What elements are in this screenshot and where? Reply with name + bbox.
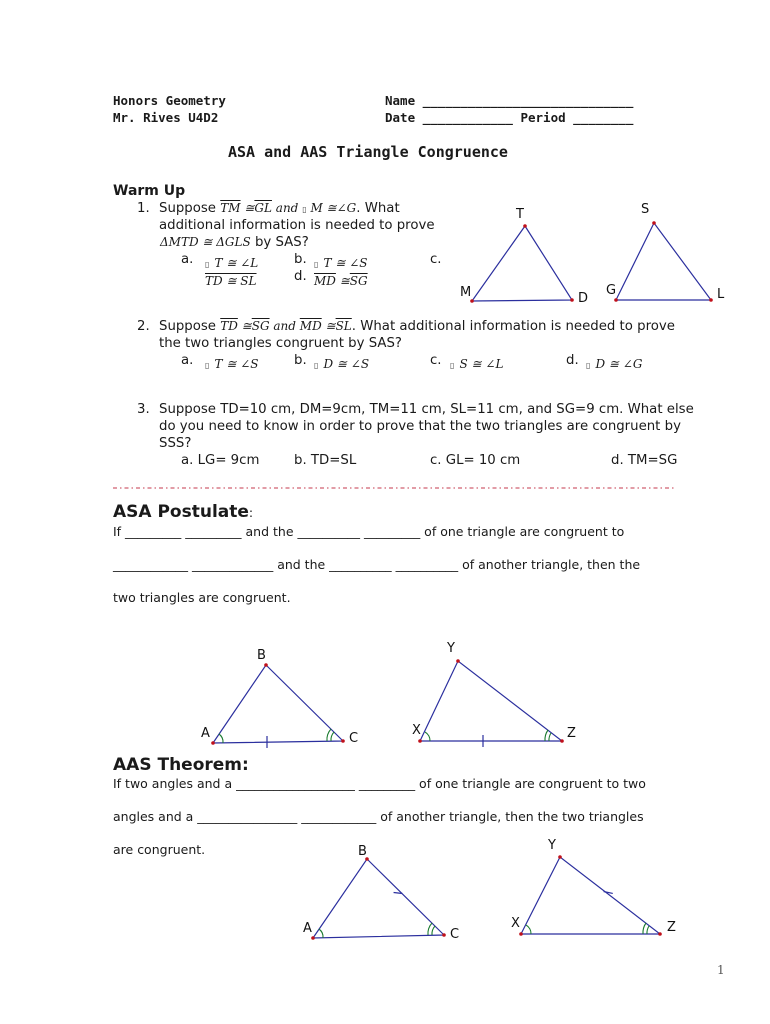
arc-angle-x2 <box>526 925 531 934</box>
label-y: Y <box>447 641 455 656</box>
vertex-b <box>264 663 268 667</box>
vertex-z2 <box>658 932 662 936</box>
q3-option-d[interactable]: d. TM=SG <box>611 453 678 468</box>
q1-line3: ΔMTD ≅ ΔGLS by SAS? <box>160 235 309 250</box>
q1-option-c-letter[interactable]: c. <box>430 252 442 267</box>
q1-option-d[interactable]: $\overline{MD}$ $≅\overline{SG}$ <box>314 274 368 288</box>
name-field-label: Name ____________________________ <box>385 93 634 108</box>
label-z: Z <box>567 726 576 741</box>
q1-line1: Suppose $\overline{TM}$ $≅\overline{GL}$ and ▯ M ≅∠G. What <box>159 201 400 216</box>
q1-option-a-part2: TD ≅ SL <box>205 274 257 288</box>
triangles-mtd-gls <box>455 200 735 310</box>
arc-angle-z-2 <box>545 730 548 741</box>
aas-line1: If two angles and a ___________________ _________ of one triangle are congruent to two <box>113 776 646 791</box>
q2-option-c-letter: c. <box>430 353 442 368</box>
label-l: L <box>717 287 725 302</box>
q3-option-a[interactable]: a. LG= 9cm <box>181 453 260 468</box>
asa-line3: two triangles are congruent. <box>113 590 291 605</box>
q2-option-b[interactable]: ▯ D ≅ ∠S <box>314 357 370 371</box>
arc-angle-z2-1 <box>647 926 649 934</box>
q2-option-a-letter: a. <box>181 353 194 368</box>
q2-option-b-letter: b. <box>294 353 307 368</box>
triangle-abc-asa <box>213 665 343 743</box>
arc-angle-a2 <box>319 929 323 938</box>
warmup-heading: Warm Up <box>113 183 186 199</box>
q1-number: 1. <box>137 201 150 216</box>
vertex-x <box>418 739 422 743</box>
label-c2: C <box>450 927 460 942</box>
triangle-xyz-aas <box>521 857 660 934</box>
aas-line2: angles and a ________________ ____________ of another triangle, then the two triangles <box>113 809 644 824</box>
vertex-a <box>211 741 215 745</box>
q3-line1: Suppose TD=10 cm, DM=9cm, TM=11 cm, SL=11 cm, and SG=9 cm. What else <box>159 402 694 417</box>
aas-heading: AAS Theorem: <box>113 755 249 775</box>
label-z2: Z <box>667 920 676 935</box>
label-a: A <box>201 726 210 741</box>
tick-bc <box>394 890 403 896</box>
q2-option-c[interactable]: ▯ S ≅ ∠L <box>450 357 504 371</box>
vertex-a2 <box>311 936 315 940</box>
triangle-abc-aas <box>313 859 444 938</box>
arc-angle-c2-1 <box>432 926 435 935</box>
vertex-t <box>523 224 527 228</box>
arc-angle-a <box>219 734 223 743</box>
arc-angle-x <box>425 732 430 741</box>
teacher-name: Mr. Rives U4D2 <box>113 110 219 125</box>
tick-yz <box>604 889 613 896</box>
triangle-mtd <box>472 226 572 301</box>
q2-line1: Suppose $\overline{TD}$ $≅\overline{SG}$ and $\overline{MD}$ $≅\overline{SL}$. What additional information is needed to prove <box>159 319 675 334</box>
vertex-c <box>341 739 345 743</box>
q2-option-d[interactable]: ▯ D ≅ ∠G <box>586 357 643 371</box>
course-name: Honors Geometry <box>113 93 226 108</box>
q1-option-a[interactable]: ▯ T ≅ ∠L <box>205 256 259 270</box>
label-y2: Y <box>548 838 556 853</box>
q3-number: 3. <box>137 402 150 417</box>
asa-line2: ____________ _____________ and the __________ __________ of another triangle, then the <box>113 557 641 572</box>
aas-line3: are congruent. <box>113 842 206 857</box>
arc-angle-c-2 <box>327 729 331 741</box>
label-g: G <box>606 283 617 298</box>
label-t: T <box>516 207 524 222</box>
vertex-c2 <box>442 933 446 937</box>
vertex-s <box>652 221 656 225</box>
q1-option-b[interactable]: ▯ T ≅ ∠S <box>314 256 368 270</box>
page-number: 1 <box>717 963 725 977</box>
label-c: C <box>349 731 359 746</box>
arc-angle-z2-2 <box>643 923 646 934</box>
q1-option-a-letter: a. <box>181 252 194 267</box>
vertex-x2 <box>519 932 523 936</box>
label-b2: B <box>358 844 367 859</box>
label-d: D <box>578 291 589 306</box>
label-m: M <box>460 285 472 300</box>
q3-line2: do you need to know in order to prove that the two triangles are congruent by <box>159 419 681 434</box>
q2-option-d-letter: d. <box>566 353 579 368</box>
label-b: B <box>257 648 266 663</box>
label-x2: X <box>511 916 520 931</box>
label-s: S <box>641 202 650 217</box>
vertex-g <box>614 298 618 302</box>
label-a2: A <box>303 921 312 936</box>
label-x: X <box>412 723 421 738</box>
triangle-xyz-asa <box>420 661 562 741</box>
q2-option-a[interactable]: ▯ T ≅ ∠S <box>205 357 259 371</box>
vertex-z <box>560 739 564 743</box>
asa-line1: If _________ _________ and the __________ _________ of one triangle are congruent to <box>113 524 625 539</box>
vertex-y2 <box>558 855 562 859</box>
q1-line2: additional information is needed to prove <box>159 218 435 233</box>
q1-option-b-letter: b. <box>294 252 307 267</box>
vertex-l <box>709 298 713 302</box>
asa-heading: ASA Postulate: <box>113 502 254 522</box>
triangle-gls <box>616 223 711 300</box>
vertex-d <box>570 298 574 302</box>
q3-option-c[interactable]: c. GL= 10 cm <box>430 453 521 468</box>
q3-line3: SSS? <box>159 436 192 451</box>
date-period-label: Date ____________ Period ________ <box>385 110 634 125</box>
q1-option-d-letter: d. <box>294 269 307 284</box>
vertex-y <box>456 659 460 663</box>
q3-option-b[interactable]: b. TD=SL <box>294 453 357 468</box>
arc-angle-c-1 <box>331 732 334 741</box>
q2-line2: the two triangles congruent by SAS? <box>159 336 402 351</box>
page-title: ASA and AAS Triangle Congruence <box>228 143 508 161</box>
aas-triangles <box>295 835 695 947</box>
arc-angle-c2-2 <box>428 923 432 935</box>
section-divider <box>113 484 675 492</box>
asa-triangles <box>195 640 595 752</box>
arc-angle-z-1 <box>549 733 551 741</box>
q2-number: 2. <box>137 319 150 334</box>
